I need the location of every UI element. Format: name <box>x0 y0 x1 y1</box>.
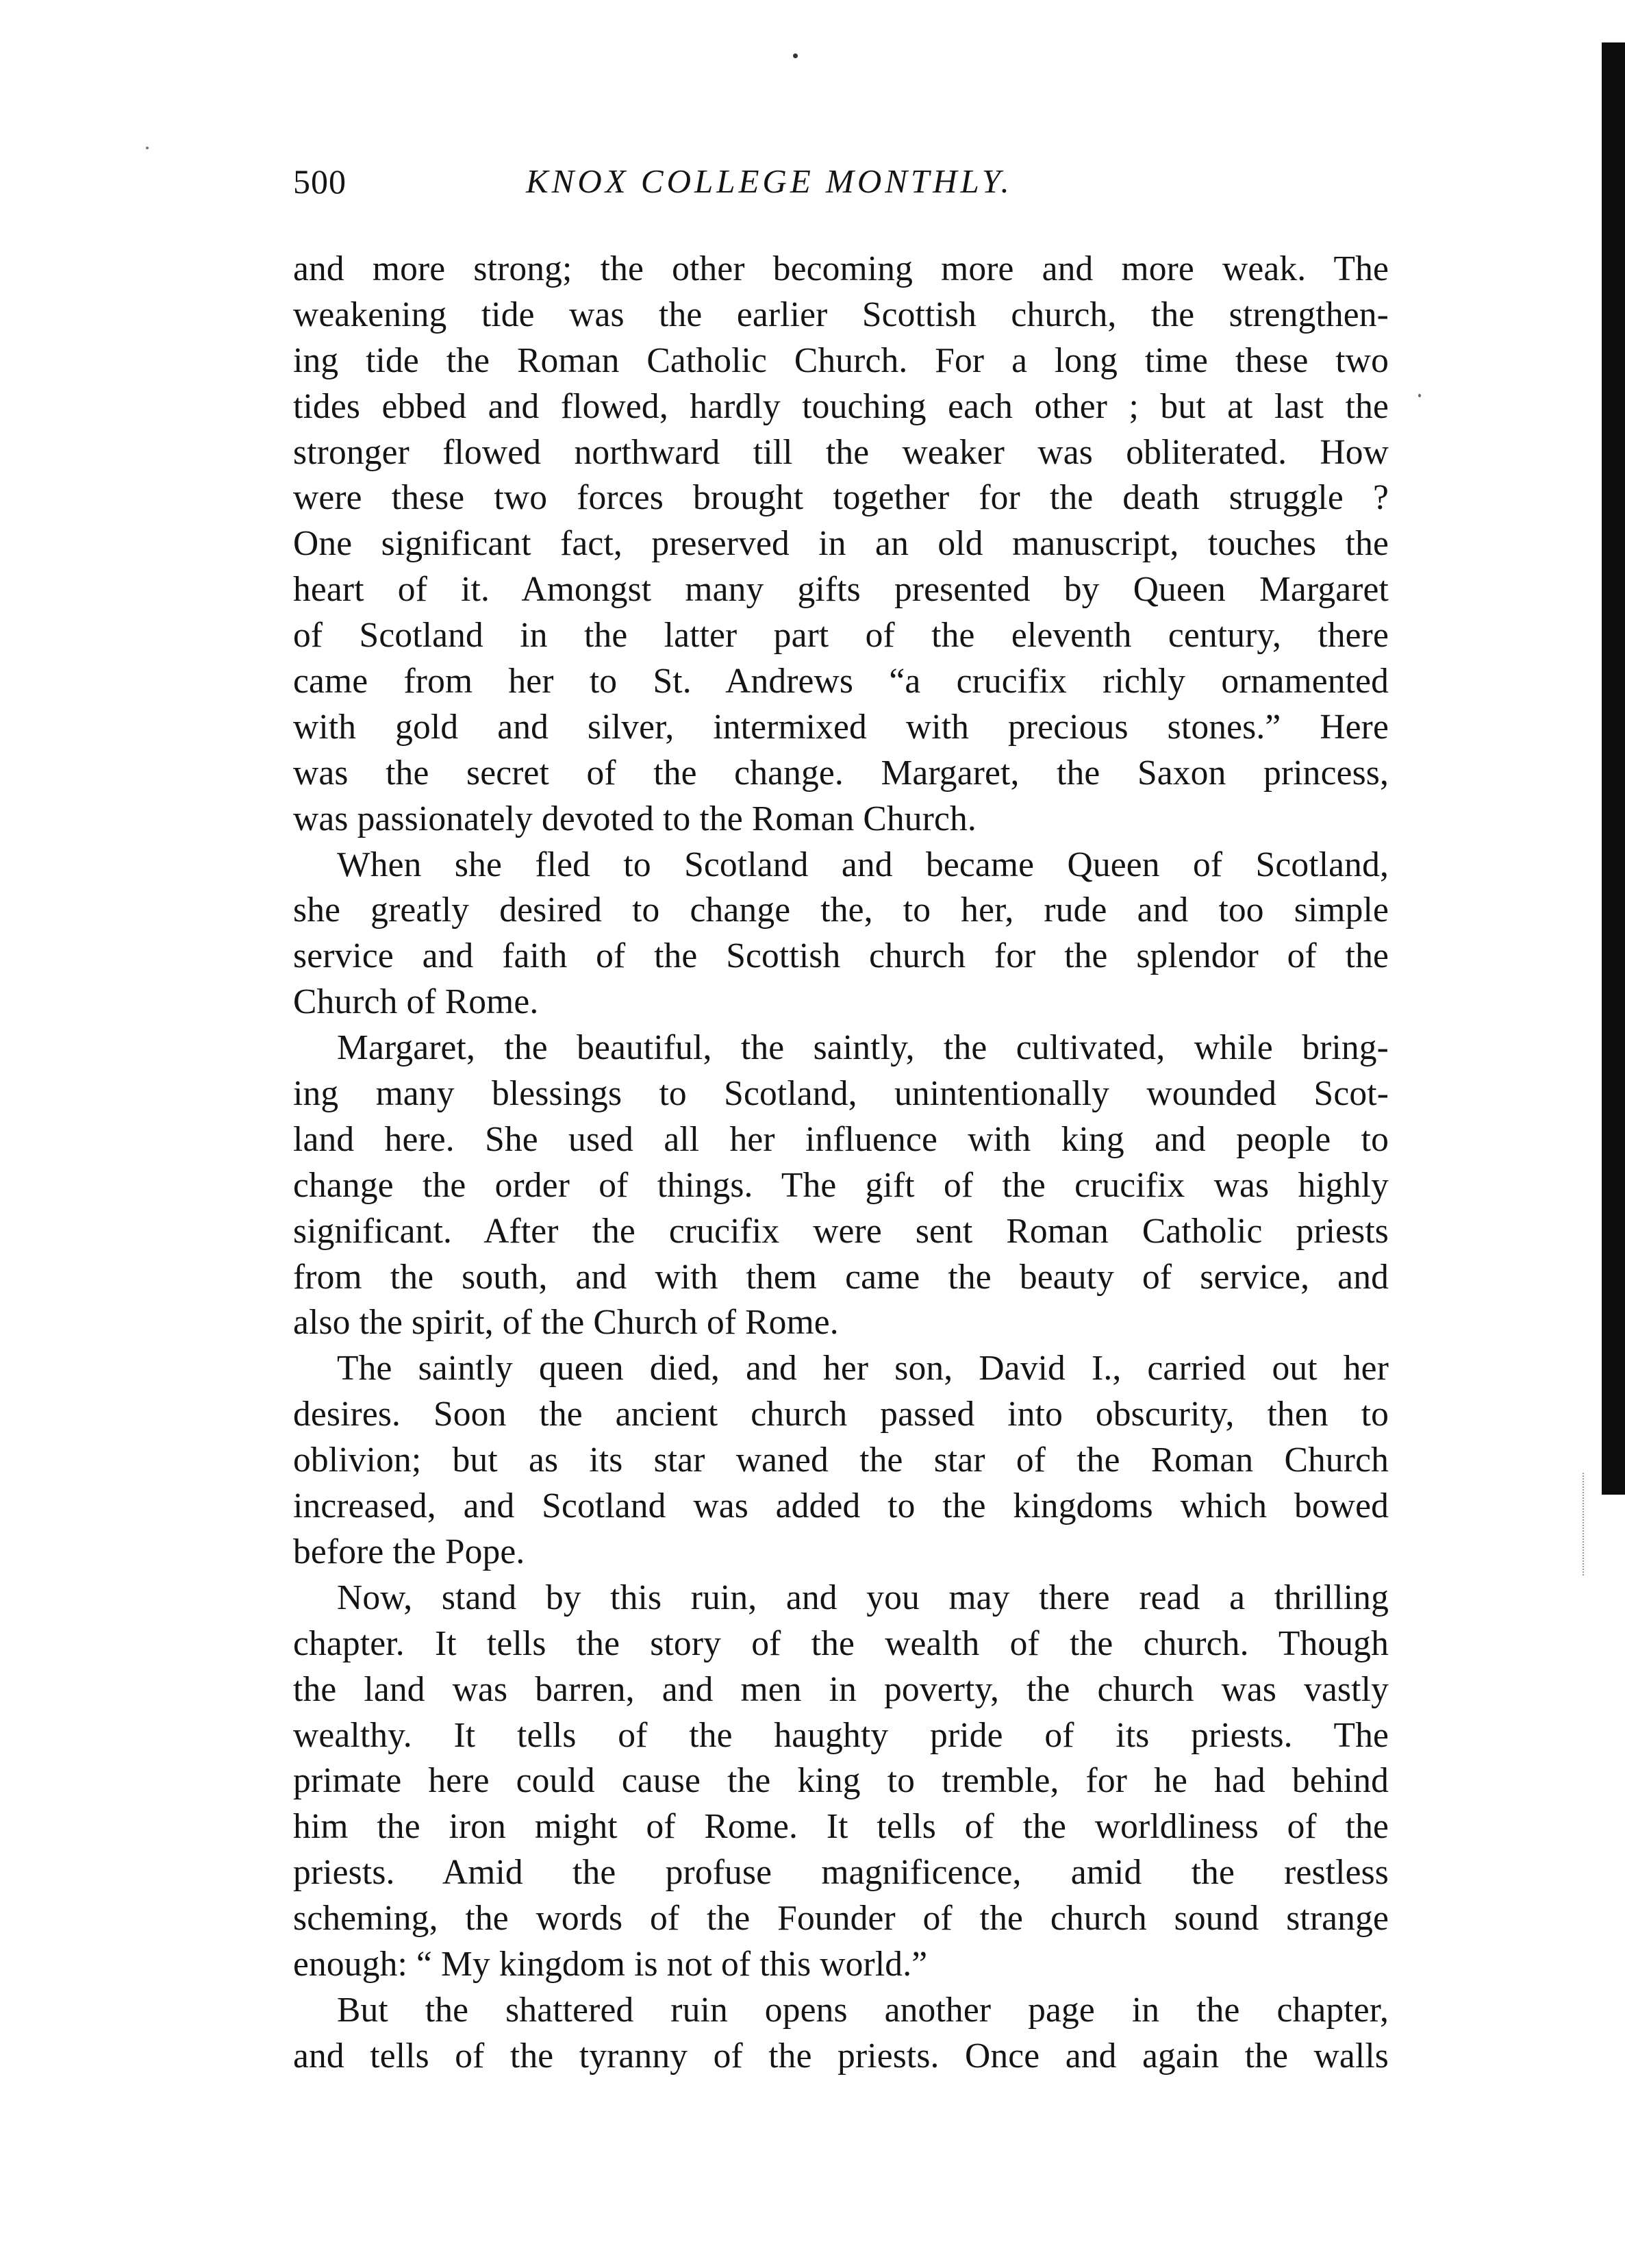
body-text <box>293 247 1389 2080</box>
text-line: she greatly desired to change the, to her, rude and too simple <box>293 890 1389 930</box>
text-line: were these two forces brought together for the death struggle ? <box>293 478 1389 518</box>
text-line: and tells of the tyranny of the priests. Once and again the walls <box>293 2036 1389 2076</box>
text-line: The saintly queen died, and her son, David I., carried out her <box>337 1349 1389 1388</box>
text-line: land here. She used all her influence with king and people to <box>293 1119 1389 1159</box>
text-line: was passionately devoted to the Roman Church. <box>293 799 977 838</box>
text-line: weakening tide was the earlier Scottish church, the strengthen- <box>293 295 1389 334</box>
text-line: scheming, the words of the Founder of the church sound strange <box>293 1899 1389 1939</box>
text-line: heart of it. Amongst many gifts presented by Queen Margaret <box>293 570 1389 610</box>
paragraph <box>293 1988 1389 2080</box>
text-line: came from her to St. Andrews “a crucifix richly ornamented <box>293 662 1389 701</box>
text-line: also the spirit, of the Church of Rome. <box>293 1303 839 1343</box>
text-line: When she fled to Scotland and became Queen of Scotland, <box>337 845 1389 884</box>
edge-mark <box>1583 1473 1585 1575</box>
text-line: oblivion; but as its star waned the star of the Roman Church <box>293 1441 1389 1480</box>
running-title: KNOX COLLEGE MONTHLY. <box>526 162 1013 200</box>
ink-speck <box>1418 394 1421 397</box>
text-line: with gold and silver, intermixed with precious stones.” Here <box>293 707 1389 747</box>
text-line: But the shattered ruin opens another page in the chapter, <box>337 1990 1389 2030</box>
text-line: Margaret, the beautiful, the saintly, the cultivated, while bring- <box>337 1028 1389 1068</box>
text-line: chapter. It tells the story of the wealth of the church. Though <box>293 1623 1389 1663</box>
paragraph <box>293 1025 1389 1346</box>
text-line: significant. After the crucifix were sent Roman Catholic priests <box>293 1211 1389 1251</box>
text-line: stronger flowed northward till the weaker was obliterated. How <box>293 432 1389 472</box>
text-line: Now, stand by this ruin, and you may there read a thrilling <box>337 1578 1389 1617</box>
text-line: and more strong; the other becoming more and more weak. The <box>293 249 1389 288</box>
text-line: tides ebbed and flowed, hardly touching each other ; but at last the <box>293 386 1389 426</box>
paragraph <box>293 1575 1389 1988</box>
text-line: enough: “ My kingdom is not of this world.” <box>293 1944 928 1984</box>
ink-speck <box>793 53 798 58</box>
text-line: of Scotland in the latter part of the eleventh century, there <box>293 616 1389 656</box>
text-line: change the order of things. The gift of the crucifix was highly <box>293 1165 1389 1205</box>
text-line: increased, and Scotland was added to the kingdoms which bowed <box>293 1486 1389 1526</box>
page-number: 500 <box>293 162 347 201</box>
paragraph <box>293 1346 1389 1575</box>
text-line: ing many blessings to Scotland, unintentionally wounded Scot- <box>293 1074 1389 1114</box>
text-line: from the south, and with them came the beauty of service, and <box>293 1257 1389 1297</box>
text-line: ing tide the Roman Catholic Church. For a long time these two <box>293 340 1389 380</box>
text-line: Church of Rome. <box>293 982 539 1022</box>
paragraph <box>293 843 1389 1026</box>
text-line: before the Pope. <box>293 1532 525 1571</box>
text-line: the land was barren, and men in poverty, the church was vastly <box>293 1669 1389 1709</box>
text-line: priests. Amid the profuse magnificence, amid the restless <box>293 1853 1389 1893</box>
text-line: desires. Soon the ancient church passed into obscurity, then to <box>293 1395 1389 1434</box>
text-line: primate here could cause the king to tremble, for he had behind <box>293 1761 1389 1801</box>
ink-speck <box>146 147 149 149</box>
text-line: wealthy. It tells of the haughty pride of its priests. The <box>293 1715 1389 1755</box>
binding-shadow <box>1602 42 1625 1495</box>
paragraph <box>293 247 1389 843</box>
text-line: One significant fact, preserved in an old manuscript, touches the <box>293 524 1389 564</box>
text-line: was the secret of the change. Margaret, the Saxon princess, <box>293 753 1389 793</box>
text-line: him the iron might of Rome. It tells of the worldliness of the <box>293 1807 1389 1847</box>
text-line: service and faith of the Scottish church for the splendor of the <box>293 936 1389 976</box>
page-header <box>293 162 1389 216</box>
